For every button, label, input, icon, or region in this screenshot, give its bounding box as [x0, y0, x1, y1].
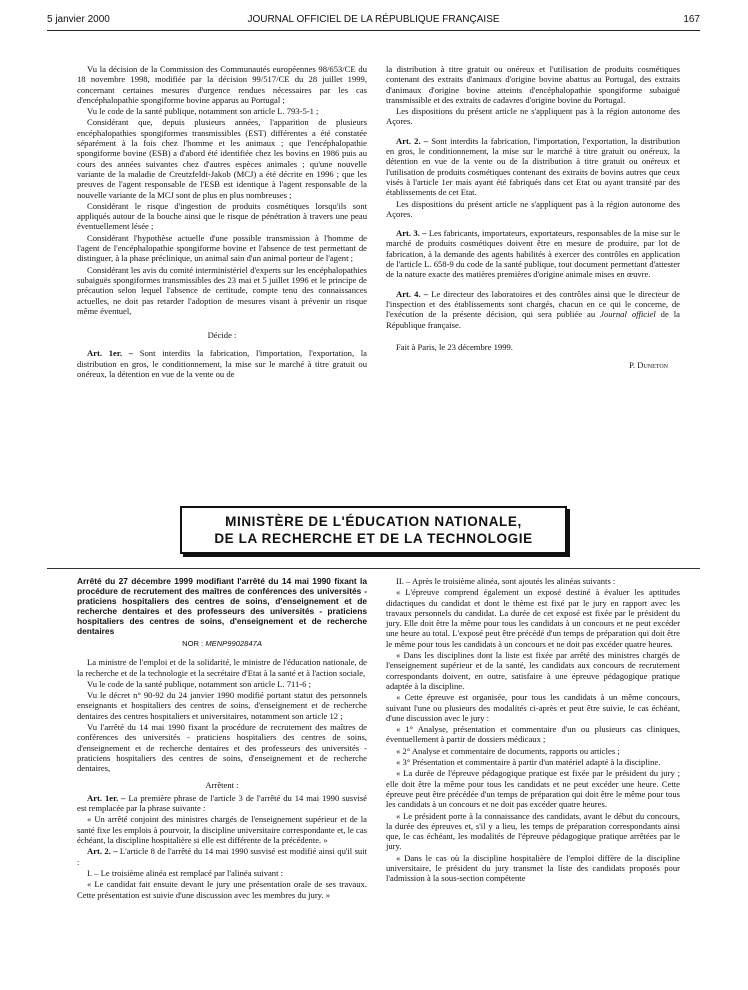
article-text: Sont interdits la fabrication, l'importation, l'exportation, la distribution en gros, le conditionnement, la mise sur le marché à titre gratuit ou onéreux, la détention en vue de la vente ou de: [77, 348, 367, 380]
quote: « La durée de l'épreuve pédagogique pratique est fixée par le président du jury ; elle doit être la même pour tous les candidats et ne peut excéder une heure. Cette épreuve peut être précédée d'un temps de préparation qui doit être le même pour tous les candidats à un concours et ne doit pas excéder quatre heures.: [386, 768, 680, 810]
article-3: [386, 228, 680, 279]
fait-a-paris: Fait à Paris, le 23 décembre 1999.: [396, 341, 513, 352]
quote: « 2° Analyse et commentaire de documents, rapports ou articles ;: [396, 745, 620, 756]
article-text: Les fabricants, importateurs, exportateurs, responsables de la mise sur le marché de produits cosmétiques doivent être en mesure de produire, par lot de fabrication, à la demande des agents habilités à exercer des contrôles en application de l'article L. 658-9 du code de la santé publique, tout document permettant d'attester de la nature exacte des matières premières d'origine animale mises en œuvre.: [386, 228, 680, 280]
decide-heading: Décide :: [207, 330, 237, 341]
top-right-column: [386, 64, 680, 371]
paragraph: Les dispositions du présent article ne s'appliquent pas à la région autonome des Açores.: [386, 106, 680, 127]
article-text: de la République française.: [386, 309, 680, 330]
bottom-left-column: [77, 576, 367, 901]
article-label: Art. 2. –: [87, 846, 118, 857]
nor-code: MENP9902847A: [205, 639, 262, 648]
quote: « 3° Présentation et commentaire à partir d'un matériel adapté à la discipline.: [396, 757, 661, 768]
running-header: [47, 14, 700, 28]
bottom-right-column: [386, 576, 680, 885]
paragraph: Vu le décret n° 90-92 du 24 janvier 1990 modifié portant statut des personnels enseignants et hospitaliers des centres de soins, d'enseignement et de recherche dentaires des centres hospitaliers et universitaires, notamment son article 12 ;: [77, 690, 367, 721]
header-date: 5 janvier 2000: [47, 14, 110, 25]
article-label: Art. 1er. –: [87, 792, 126, 803]
signature: P. Duneton: [629, 360, 668, 371]
paragraph: Considérant l'hypothèse actuelle d'une possible transmission à l'homme de l'agent de l'encéphalopathie spongiforme bovine et l'absence de test permettant de distinguer, à la phase préclinique, un animal sain d'un animal porteur de l'agent ;: [77, 232, 367, 264]
article-1: [77, 793, 367, 814]
ministry-line-1: MINISTÈRE DE L'ÉDUCATION NATIONALE,: [225, 514, 522, 529]
quote: « Un arrêté conjoint des ministres chargés de l'enseignement supérieur et de la santé fixe les emplois à pourvoir, la discipline universitaire correspondante et, le cas échéant, la discipline hospitalière si elle est différente de la précédente. »: [77, 814, 367, 846]
section-rule: [47, 568, 700, 569]
article-text: Sont interdits la fabrication, l'importation, l'exportation, la distribution en gros, le conditionnement, la mise sur le marché à titre gratuit ou onéreux, la détention en vue de la vente ou de la distribution à titre gratuit ou onéreux et l'utilisation de produits cosmétiques contenant des extraits de bovins autres que ceux visés à l'article 1er mais ayant été fabriqués dans cet Etat ou ayant transité par des établissements de cet Etat.: [386, 135, 680, 198]
paragraph: La ministre de l'emploi et de la solidarité, le ministre de l'éducation nationale, de la recherche et de la technologie et la secrétaire d'Etat à la santé et à l'action sociale,: [77, 657, 367, 678]
article-label: Art. 3. –: [396, 228, 427, 239]
paragraph: Vu le code de la santé publique, notamment son article L. 711-6 ;: [87, 678, 311, 689]
quote: « Dans les disciplines dont la liste est fixée par arrêté des ministres chargés de l'enseignement supérieur et de la santé, les candidats aux concours de recrutement correspondants doivent, en outre, satisfaire à une épreuve pédagogique pratique adaptée à la discipline.: [386, 650, 680, 691]
quote: « Dans le cas où la discipline hospitalière de l'emploi diffère de la discipline universitaire, le président du jury transmet la liste des candidats proposés pour l'admission à la sous-section compétente: [386, 852, 680, 884]
paragraph: la distribution à titre gratuit ou onéreux et l'utilisation de produits cosmétiques contenant des extraits d'animaux d'origine bovine abattus au Portugal, des extraits d'animaux d'origine bovine atteints d'encéphalopathie spongiforme subaiguë transmissible et des extraits de cadavres d'origine bovine du Portugal.: [386, 64, 680, 105]
article-text: Le directeur des laboratoires et des contrôles ainsi que le directeur de l'inspection et des établissements sont chargés, chacun en ce qui le concerne, de l'exécution de la présente décision, qui sera publiée au: [386, 288, 681, 320]
ministry-heading-box: [180, 506, 567, 554]
ministry-line-2: DE LA RECHERCHE ET DE LA TECHNOLOGIE: [214, 531, 533, 546]
quote: « Cette épreuve est organisée, pour tous les candidats à un même concours, suivant l'une ou plusieurs des modalités ci-après et peut être suivie, le cas échéant, d'une discussion avec le jury :: [386, 692, 680, 723]
paragraph: Considérant que, depuis plusieurs années, l'apparition de plusieurs encéphalopathies spongiformes transmissibles (EST) différentes a été constatée séparément à la fois chez l'homme et les animaux ; que l'encéphalopathie spongiforme bovine (ESB) a d'abord été identifiée chez les bovins en 1986 puis au cours des années suivantes chez d'autres espèces animales ; qu'une nouvelle variante de la maladie de Creutzfeldt-Jakob (MCJ) a été décrite en 1996 ; que les preuves de l'agent responsable de l'ESB est identique à l'agent responsable de la nouvelle variante de la MCJ sont de plus en plus nombreuses ;: [77, 117, 367, 200]
quote: « L'épreuve comprend également un exposé destiné à évaluer les aptitudes didactiques du candidat et dont le thème est fixé par le jury en rapport avec les travaux personnels du candidat. La durée de cet exposé est fixée par le président du jury. Elle doit être la même pour tous les candidats à un concours et ne peut excéder une heure au total. L'exposé peut être précédé d'un temps de préparation qui doit être le même pour tous les candidats à un concours et ne doit pas excéder quatre heures.: [386, 587, 680, 649]
arretent-heading: Arrêtent :: [205, 779, 239, 790]
paragraph: Vu l'arrêté du 14 mai 1990 fixant la procédure de recrutement des maîtres de conférences des universités - praticiens hospitaliers des centres de soins, d'enseignement et de recherche dentaires et des professeurs des universités - praticiens hospitaliers des centres de soins, d'enseignement et de recherche dentaires,: [77, 722, 367, 774]
article-label: Art. 1er. –: [87, 348, 134, 359]
quote: « 1° Analyse, présentation et commentaire d'un ou plusieurs cas cliniques, éventuellement à partir de dossiers médicaux ;: [386, 724, 680, 745]
paragraph: II. – Après le troisième alinéa, sont ajoutés les alinéas suivants :: [396, 576, 616, 586]
top-left-column: [77, 64, 367, 380]
header-page-number: 167: [683, 14, 700, 25]
article-text: La première phrase de l'article 3 de l'arrêté du 14 mai 1990 susvisé est remplacée par la phrase suivante :: [77, 792, 367, 814]
paragraph: Les dispositions du présent article ne s'appliquent pas à la région autonome des Açores.: [386, 198, 680, 219]
decree-title: Arrêté du 27 décembre 1999 modifiant l'arrêté du 14 mai 1990 fixant la procédure de recrutement des maîtres de conférences des universités - praticiens hospitaliers des centres de soins, d'enseignement et de recherche dentaires et des professeurs des universités - praticiens hospitaliers des centres de soins, d'enseignement et de recherche dentaires: [77, 576, 367, 636]
article-4: [386, 289, 680, 330]
article-text: L'article 8 de l'arrêté du 14 mai 1990 susvisé est modifié ainsi qu'il suit :: [77, 846, 367, 867]
nor-reference: [77, 639, 367, 649]
list-item: I. – Le troisième alinéa est remplacé par l'alinéa suivant :: [87, 867, 284, 878]
paragraph: Considérant les avis du comité interministériel d'experts sur les encéphalopathies subaiguës spongiformes transmissibles des 23 mai et 5 juillet 1996 et le principe de précaution selon lequel l'absence de certitude, compte tenu des connaissances actuelles, ne doit pas retarder l'adoption de mesures visant à prévenir un risque même éventuel,: [77, 264, 367, 316]
article-label: Art. 2. –: [396, 135, 429, 146]
paragraph: Considérant le risque d'ingestion de produits cosmétiques lorsqu'ils sont appliqués autour de la bouche ainsi que le risque de pénétration à travers une peau éventuellement lésée ;: [77, 200, 367, 232]
article-1: [77, 348, 367, 379]
nor-label: NOR :: [182, 639, 206, 648]
quote: « Le candidat fait ensuite devant le jury une présentation orale de ses travaux. Cette présentation est suivie d'une discussion avec les membres du jury. »: [77, 879, 367, 900]
article-label: Art. 4. –: [396, 288, 429, 299]
article-2: [77, 846, 367, 867]
quote: « Le président porte à la connaissance des candidats, avant le début du concours, la durée des épreuves et, s'il y a lieu, les temps de préparation correspondants ainsi que, le cas échéant, les modalités de l'épreuve pédagogique pratique arrêtées par le jury.: [386, 810, 680, 852]
header-journal-title: JOURNAL OFFICIEL DE LA RÉPUBLIQUE FRANÇAISE: [247, 14, 500, 25]
paragraph: Vu la décision de la Commission des Communautés européennes 98/653/CE du 18 novembre 1998, modifiée par la décision 99/517/CE du 28 juillet 1999, concernant certaines mesures d'urgence rendues nécessaires par les cas d'encéphalopathie spongiforme bovine apparus au Portugal ;: [77, 64, 367, 105]
journal-name-italic: Journal officiel: [600, 309, 656, 320]
header-rule: [47, 30, 700, 31]
paragraph: Vu le code de la santé publique, notamment son article L. 793-5-1 ;: [87, 106, 319, 117]
article-2: [386, 136, 680, 198]
